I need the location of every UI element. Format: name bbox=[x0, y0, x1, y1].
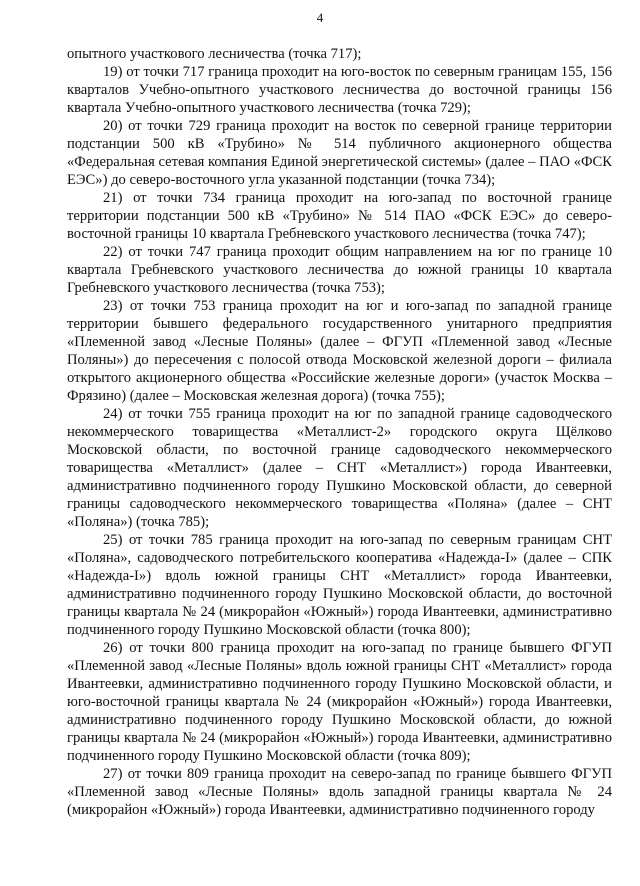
paragraph-item-19: 19) от точки 717 граница проходит на юго-восток по северным границам 155, 156 кварталов Учебно-опытного участкового лесничества до восточной границы 156 квартала Учебно-опытного участкового лесничества (точка 729); bbox=[67, 64, 612, 116]
paragraph-item-22: 22) от точки 747 граница проходит общим направлением на юг по границе 10 квартала Гребневского участкового лесничества до южной границы 10 квартала Гребневского участкового лесничества (точка 753); bbox=[67, 244, 612, 296]
document-body bbox=[67, 45, 612, 819]
paragraph-item-25: 25) от точки 785 граница проходит на юго-запад по северным границам СНТ «Поляна», садоводческого потребительского кооператива «Надежда-I» (далее – СПК «Надежда-I») вдоль южной границы СНТ «Металлист» города Ивантеевки, административно подчиненного городу Пушкино Московской области, до восточной границы квартала № 24 (микрорайон «Южный») города Ивантеевки, административно подчиненного городу Пушкино Московской области (точка 800); bbox=[67, 532, 612, 638]
paragraph-item-27: 27) от точки 809 граница проходит на северо-запад по границе бывшего ФГУП «Племенной завод «Лесные Поляны» вдоль западной границы квартала № 24 (микрорайон «Южный») города Ивантеевки, административно подчиненного городу bbox=[67, 766, 612, 818]
paragraph-item-20: 20) от точки 729 граница проходит на восток по северной границе территории подстанции 500 кВ «Трубино» № 514 публичного акционерного общества «Федеральная сетевая компания Единой энергетической системы» (далее – ПАО «ФСК ЕЭС») до северо-восточного угла указанной подстанции (точка 734); bbox=[67, 118, 612, 188]
paragraph-item-23: 23) от точки 753 граница проходит на юг и юго-запад по западной границе территории бывшего федерального государственного унитарного предприятия «Племенной завод «Лесные Поляны» (далее – ФГУП «Племенной завод «Лесные Поляны») до пересечения с полосой отвода Московской железной дороги – филиала открытого акционерного общества «Российские железные дороги» (участок Москва – Фрязино) (далее – Московская железная дорога) (точка 755); bbox=[67, 298, 612, 404]
paragraph-item-21: 21) от точки 734 граница проходит на юго-запад по восточной границе территории подстанции 500 кВ «Трубино» № 514 ПАО «ФСК ЕЭС» до северо-восточной границы 10 квартала Гребневского участкового лесничества (точка 747); bbox=[67, 190, 612, 242]
paragraph-item-24: 24) от точки 755 граница проходит на юг по западной границе садоводческого некоммерческого товарищества «Металлист-2» городского округа Щёлково Московской области, по восточной границе садоводческого некоммерческого товарищества «Металлист» (далее – СНТ «Металлист») города Ивантеевки, административно подчиненного городу Пушкино Московской области, до северной границы садоводческого некоммерческого товарищества «Поляна» (далее – СНТ «Поляна») (точка 785); bbox=[67, 406, 612, 530]
paragraph-continuation: опытного участкового лесничества (точка 717); bbox=[67, 46, 362, 62]
paragraph-item-26: 26) от точки 800 граница проходит на юго-запад по границе бывшего ФГУП «Племенной завод «Лесные Поляны» вдоль южной границы СНТ «Металлист» города Ивантеевки, административно подчиненного городу Пушкино Московской области, и юго-восточной границы квартала № 24 (микрорайон «Южный») города Ивантеевки, административно подчиненного городу Пушкино Московской области, до южной границы квартала № 24 (микрорайон «Южный») города Ивантеевки, административно подчиненного городу Пушкино Московской области (точка 809); bbox=[67, 640, 612, 764]
page-number: 4 bbox=[316, 10, 324, 25]
